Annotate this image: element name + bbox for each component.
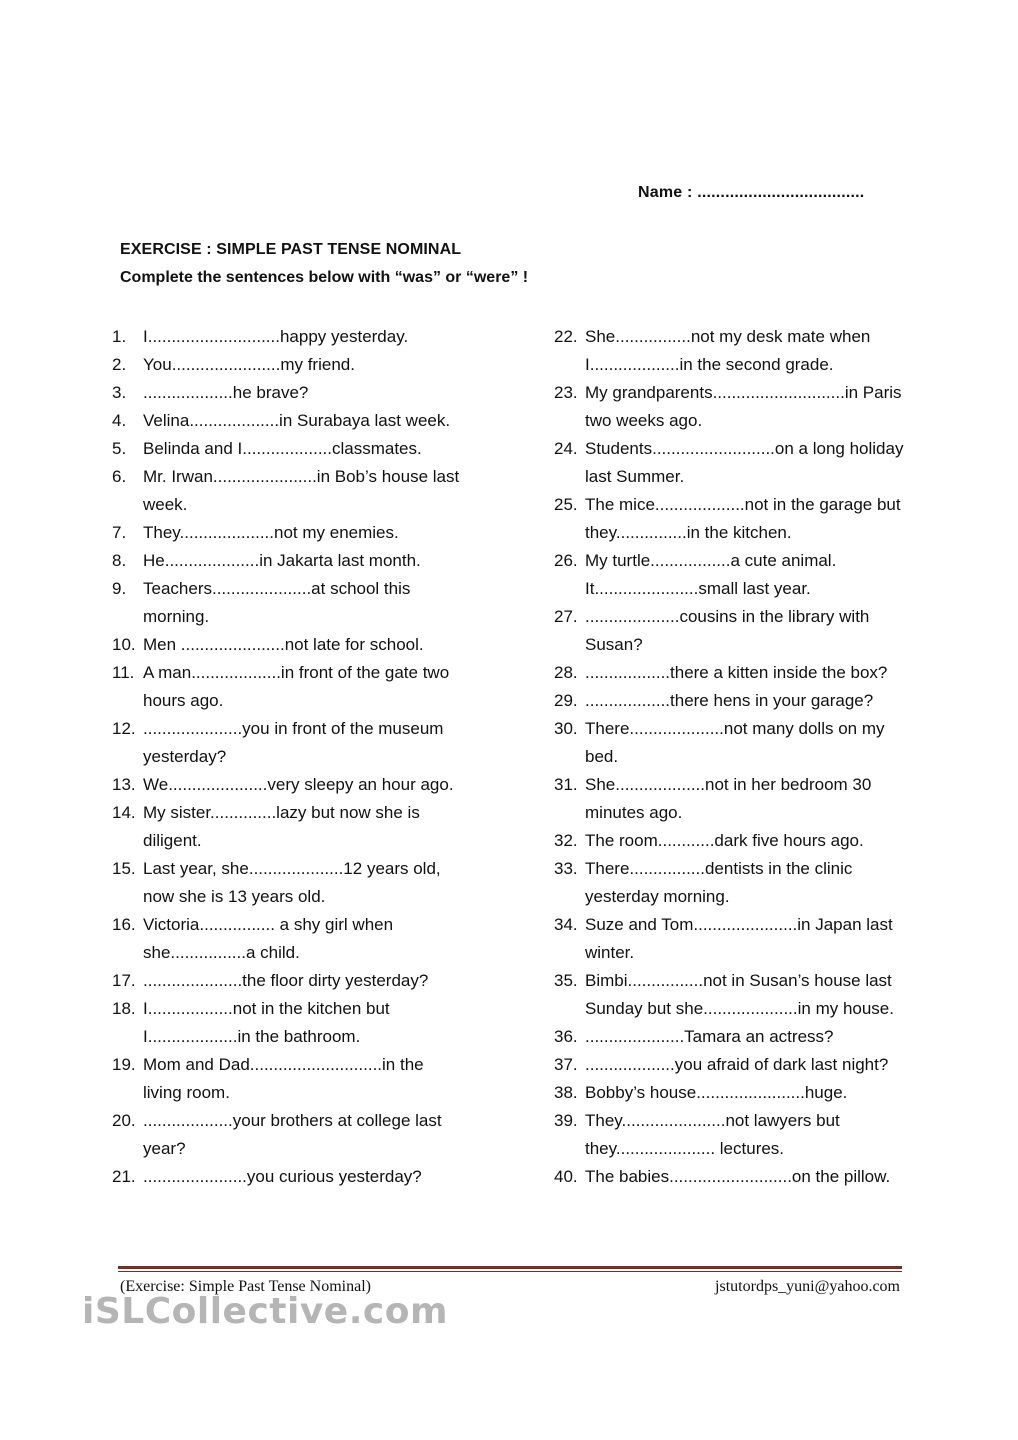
exercise-item [112, 463, 532, 519]
item-sentence: Belinda and I...................classmates. [143, 439, 422, 458]
item-sentence: Students..........................on a long holiday last Summer. [585, 439, 904, 486]
footer-divider-thick [118, 1266, 902, 1269]
item-sentence: My grandparents............................in Paris two weeks ago. [585, 383, 902, 430]
item-sentence: Last year, she....................12 years old, now she is 13 years old. [143, 859, 441, 906]
item-sentence: ..................there hens in your garage? [585, 691, 874, 710]
item-number: 12. [112, 719, 136, 738]
exercise-item [112, 631, 532, 659]
exercise-item [554, 1079, 954, 1107]
item-sentence: ..................there a kitten inside the box? [585, 663, 888, 682]
item-number: 38. [554, 1083, 578, 1102]
item-sentence: He....................in Jakarta last month. [143, 551, 421, 570]
item-number: 40. [554, 1167, 578, 1186]
exercise-item [554, 771, 954, 827]
item-number: 15. [112, 859, 136, 878]
name-field-label: Name : .................................... [638, 184, 865, 201]
exercise-item [554, 687, 954, 715]
exercise-item [112, 995, 532, 1051]
item-number: 39. [554, 1111, 578, 1130]
exercise-list-left [112, 323, 532, 1191]
exercise-item [554, 603, 954, 659]
item-number: 36. [554, 1027, 578, 1046]
item-sentence: Mr. Irwan......................in Bob’s house last week. [143, 467, 460, 514]
item-sentence: They......................not lawyers but they..................... lectures. [585, 1111, 840, 1158]
item-number: 23. [554, 383, 578, 402]
item-number: 33. [554, 859, 578, 878]
item-number: 30. [554, 719, 578, 738]
item-number: 3. [112, 383, 127, 402]
item-number: 8. [112, 551, 127, 570]
item-sentence: .....................the floor dirty yesterday? [143, 971, 429, 990]
item-sentence: Bobby’s house.......................huge. [585, 1083, 848, 1102]
site-watermark-logo: iSLCollective.com [82, 1291, 448, 1332]
exercise-item [554, 547, 954, 603]
item-sentence: She................not my desk mate when I...................in the second grade. [585, 327, 871, 374]
footer-email: jstutordps_yuni@yahoo.com [715, 1278, 900, 1295]
exercise-item [554, 967, 954, 1023]
exercise-item [112, 519, 532, 547]
item-number: 32. [554, 831, 578, 850]
item-number: 28. [554, 663, 578, 682]
item-number: 37. [554, 1055, 578, 1074]
footer-divider-thin [118, 1271, 902, 1272]
exercise-item [112, 407, 532, 435]
item-number: 26. [554, 551, 578, 570]
exercise-item [554, 715, 954, 771]
item-sentence: Velina...................in Surabaya last week. [143, 411, 451, 430]
exercise-item [112, 351, 532, 379]
item-number: 18. [112, 999, 136, 1018]
item-number: 11. [112, 663, 135, 682]
item-number: 27. [554, 607, 578, 626]
item-number: 10. [112, 635, 136, 654]
item-sentence: I............................happy yesterday. [143, 327, 409, 346]
item-number: 1. [112, 327, 127, 346]
item-number: 21. [112, 1167, 136, 1186]
item-number: 22. [554, 327, 578, 346]
item-sentence: ...................he brave? [143, 383, 309, 402]
item-sentence: My sister..............lazy but now she is diligent. [143, 803, 420, 850]
item-sentence: Bimbi................not in Susan’s house last Sunday but she....................in my house. [585, 971, 894, 1018]
item-sentence: Teachers.....................at school this morning. [143, 579, 411, 626]
item-number: 7. [112, 523, 127, 542]
exercise-item [554, 323, 954, 379]
item-sentence: You.......................my friend. [143, 355, 355, 374]
item-sentence: ...................your brothers at college last year? [143, 1111, 442, 1158]
exercise-item [112, 967, 532, 995]
item-sentence: Suze and Tom......................in Japan last winter. [585, 915, 893, 962]
item-sentence: ...................you afraid of dark last night? [585, 1055, 889, 1074]
exercise-item [554, 491, 954, 547]
item-number: 17. [112, 971, 136, 990]
item-number: 5. [112, 439, 127, 458]
item-number: 20. [112, 1111, 136, 1130]
item-number: 19. [112, 1055, 136, 1074]
exercise-item [112, 659, 532, 715]
item-sentence: We.....................very sleepy an hour ago. [143, 775, 454, 794]
exercise-item [554, 911, 954, 967]
item-sentence: The mice...................not in the garage but they...............in the kitchen. [585, 495, 901, 542]
exercise-item [112, 323, 532, 351]
exercise-item [112, 1051, 532, 1107]
item-number: 25. [554, 495, 578, 514]
item-sentence: Victoria................ a shy girl when she................a child. [143, 915, 394, 962]
exercise-item [112, 1107, 532, 1163]
exercise-item [112, 771, 532, 799]
exercise-item [112, 575, 532, 631]
item-sentence: .....................Tamara an actress? [585, 1027, 834, 1046]
item-sentence: My turtle.................a cute animal. It......................small last year. [585, 551, 837, 598]
exercise-item [112, 435, 532, 463]
item-number: 14. [112, 803, 136, 822]
exercise-item [554, 659, 954, 687]
exercise-title: EXERCISE : SIMPLE PAST TENSE NOMINAL [120, 241, 462, 258]
item-sentence: I..................not in the kitchen but I...................in the bathroom. [143, 999, 390, 1046]
item-number: 13. [112, 775, 136, 794]
item-number: 9. [112, 579, 127, 598]
exercise-item [554, 855, 954, 911]
exercise-instruction: Complete the sentences below with “was” or “were” ! [120, 269, 529, 286]
exercise-item [554, 435, 954, 491]
exercise-item [554, 1107, 954, 1163]
exercise-item [112, 855, 532, 911]
item-number: 31. [554, 775, 578, 794]
exercise-item [554, 1023, 954, 1051]
item-sentence: ....................cousins in the library with Susan? [585, 607, 870, 654]
item-sentence: She...................not in her bedroom 30 minutes ago. [585, 775, 872, 822]
item-sentence: Mom and Dad............................in the living room. [143, 1055, 424, 1102]
item-sentence: There....................not many dolls on my bed. [585, 719, 885, 766]
exercise-item [554, 1163, 954, 1191]
item-sentence: They....................not my enemies. [143, 523, 399, 542]
exercise-item [554, 1051, 954, 1079]
exercise-item [112, 379, 532, 407]
footer-caption: (Exercise: Simple Past Tense Nominal) [120, 1278, 371, 1295]
item-sentence: ......................you curious yesterday? [143, 1167, 422, 1186]
item-sentence: .....................you in front of the museum yesterday? [143, 719, 444, 766]
item-number: 24. [554, 439, 578, 458]
item-sentence: Men ......................not late for school. [143, 635, 424, 654]
item-number: 29. [554, 691, 578, 710]
item-number: 6. [112, 467, 127, 486]
exercise-item [112, 799, 532, 855]
item-number: 16. [112, 915, 136, 934]
exercise-item [112, 715, 532, 771]
exercise-item [112, 547, 532, 575]
exercise-item [554, 379, 954, 435]
item-number: 2. [112, 355, 127, 374]
exercise-item [112, 1163, 532, 1191]
item-sentence: The room............dark five hours ago. [585, 831, 864, 850]
item-sentence: A man...................in front of the gate two hours ago. [143, 663, 450, 710]
exercise-item [554, 827, 954, 855]
item-sentence: There................dentists in the clinic yesterday morning. [585, 859, 853, 906]
exercise-item [112, 911, 532, 967]
item-sentence: The babies..........................on the pillow. [585, 1167, 891, 1186]
item-number: 4. [112, 411, 127, 430]
item-number: 34. [554, 915, 578, 934]
exercise-list-right [554, 323, 954, 1191]
item-number: 35. [554, 971, 578, 990]
